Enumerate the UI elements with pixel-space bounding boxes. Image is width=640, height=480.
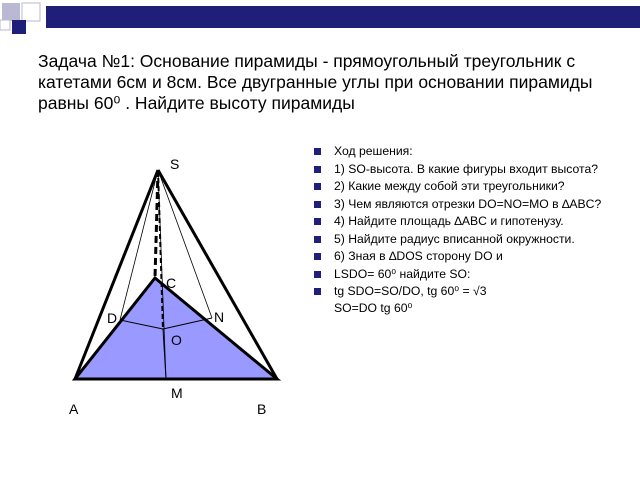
label-B: B xyxy=(257,401,267,417)
step-text: 4) Найдите площадь ∆ABC и гипотенузу. xyxy=(334,214,564,228)
square-bullet-icon xyxy=(314,218,321,225)
label-N: N xyxy=(214,309,225,325)
step-item xyxy=(314,198,614,212)
step-text: LSDO= 60⁰ найдите SO: xyxy=(334,266,471,281)
step-item xyxy=(314,268,614,282)
step-text: 6) Зная в ∆DOS сторону DO и xyxy=(334,249,503,263)
step-item xyxy=(314,145,614,159)
step-text: Ход решения: xyxy=(334,144,413,158)
step-text: 2) Какие между собой эти треугольники? xyxy=(334,179,565,193)
square-bullet-icon xyxy=(314,271,321,278)
label-D: D xyxy=(107,310,118,326)
page-title: Задача №1: Основание пирамиды - прямоугольный треугольник с катетами 6см и 8см. Все двугранные углы при основании пирамиды равны 60⁰ . Найдите высоту пирамиды xyxy=(38,51,593,113)
step-text: tg SDO=SO/DO, tg 60⁰ = √3 xyxy=(334,284,487,298)
step-item xyxy=(314,233,614,247)
label-S: S xyxy=(170,156,180,172)
step-continuation xyxy=(314,302,614,316)
step-item xyxy=(314,215,614,229)
step-text: 5) Найдите радиус вписанной окружности. xyxy=(334,231,575,246)
square-bullet-icon xyxy=(314,148,321,155)
step-item xyxy=(314,163,614,177)
label-O: O xyxy=(171,332,182,348)
label-C: C xyxy=(166,275,177,291)
square-bullet-icon xyxy=(314,166,321,173)
square-bullet-icon xyxy=(314,183,321,190)
step-item xyxy=(314,250,614,264)
label-A: A xyxy=(69,401,79,417)
step-item xyxy=(314,285,614,299)
square-bullet-icon xyxy=(314,288,321,295)
step-item xyxy=(314,180,614,194)
step-text: 1) SO-высота. В какие фигуры входит высота? xyxy=(334,161,599,176)
solution-steps xyxy=(314,145,614,319)
step-text: SO=DO tg 60⁰ xyxy=(334,300,413,315)
square-bullet-icon xyxy=(314,236,321,243)
step-text: 3) Чем являются отрезки DO=NO=MO в ∆ABC? xyxy=(334,196,602,211)
square-bullet-icon xyxy=(314,201,321,208)
label-M: M xyxy=(171,385,183,401)
square-bullet-icon xyxy=(314,253,321,260)
